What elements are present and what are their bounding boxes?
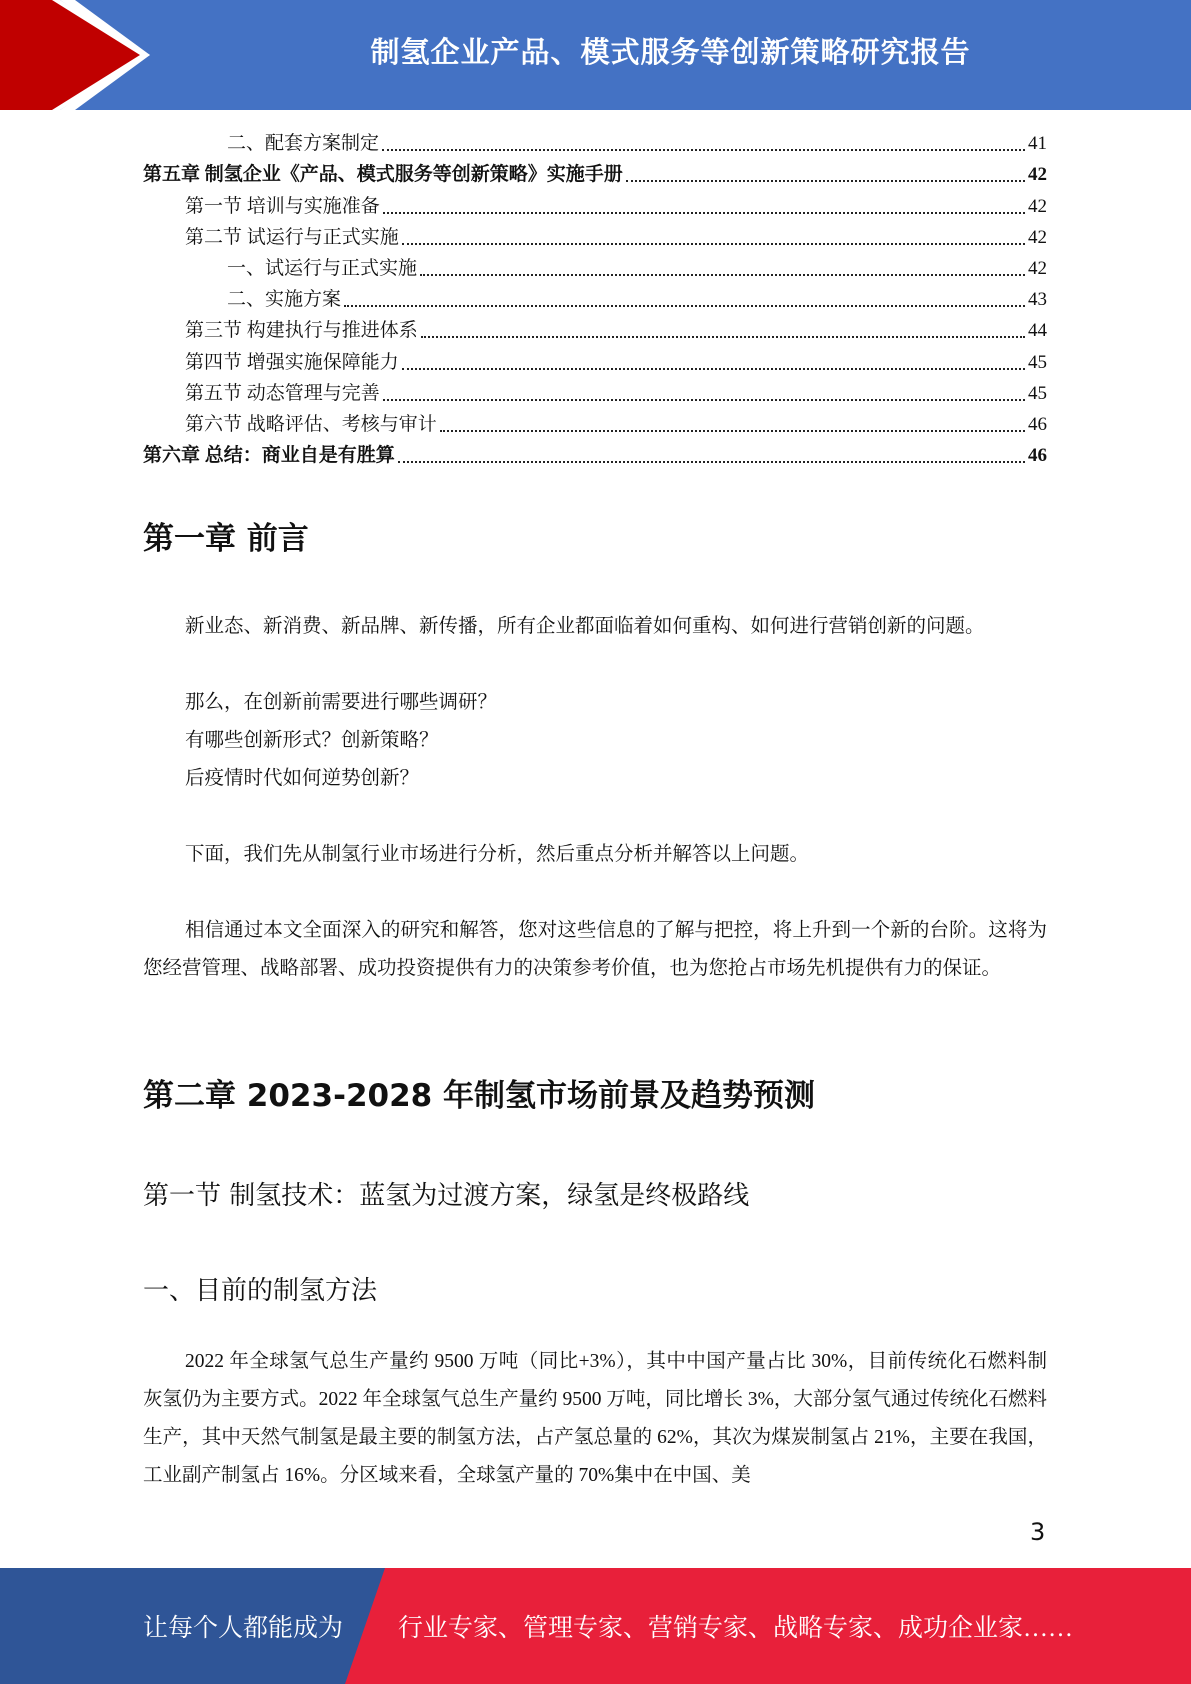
- chapter-1-title: 第一章 前言: [143, 521, 309, 557]
- toc-entry-page: 43: [1028, 289, 1047, 311]
- toc-entry[interactable]: [143, 190, 1047, 221]
- toc-entry-page: 42: [1028, 257, 1047, 279]
- toc-entry[interactable]: [143, 440, 1047, 471]
- toc-entry-label: 二、实施方案: [227, 289, 342, 311]
- toc-entry-page: 41: [1028, 133, 1047, 155]
- toc-leader-dots: [383, 211, 1025, 214]
- toc-entry-page: 42: [1028, 195, 1047, 217]
- chapter-2-title: 第二章 2023-2028 年制氢市场前景及趋势预测: [143, 1078, 816, 1114]
- toc-leader-dots: [402, 242, 1025, 245]
- page-footer: [0, 1568, 1191, 1684]
- toc-entry-page: 46: [1028, 445, 1047, 467]
- toc-leader-dots: [420, 273, 1025, 276]
- toc-entry-page: 45: [1028, 382, 1047, 404]
- footer-slogan: 让每个人都能成为: [143, 1615, 344, 1642]
- paragraph: 那么，在创新前需要进行哪些调研？: [185, 692, 498, 713]
- paragraph: 后疫情时代如何逆势创新？: [185, 768, 420, 789]
- toc-leader-dots: [383, 398, 1025, 401]
- toc-entry[interactable]: [143, 284, 1047, 315]
- toc-entry-label: 第五章 制氢企业《产品、模式服务等创新策略》实施手册: [143, 164, 623, 186]
- toc-entry-page: 45: [1028, 351, 1047, 373]
- paragraph: 新业态、新消费、新品牌、新传播，所有企业都面临着如何重构、如何进行营销创新的问题。: [185, 616, 985, 637]
- toc-entry[interactable]: [143, 346, 1047, 377]
- toc-leader-dots: [382, 148, 1025, 151]
- toc-leader-dots: [344, 304, 1025, 307]
- paragraph: 相信通过本文全面深入的研究和解答，您对这些信息的了解与把控，将上升到一个新的台阶。这将为您经营管理、战略部署、成功投资提供有力的决策参考价值，也为您抢占市场先机提供有力的保证。: [143, 920, 1047, 979]
- toc-entry-label: 二、配套方案制定: [227, 133, 380, 155]
- page-number: 3: [1030, 1518, 1046, 1546]
- toc-leader-dots: [398, 460, 1025, 463]
- toc-entry-label: 第四节 增强实施保障能力: [185, 351, 399, 373]
- paragraph: 下面，我们先从制氢行业市场进行分析，然后重点分析并解答以上问题。: [185, 844, 810, 865]
- toc-leader-dots: [402, 367, 1025, 370]
- toc-entry-page: 42: [1028, 226, 1047, 248]
- toc-entry-page: 42: [1028, 164, 1047, 186]
- toc-entry-label: 第六章 总结：商业自是有胜算: [143, 445, 395, 467]
- header-title: 制氢企业产品、模式服务等创新策略研究报告: [370, 34, 971, 69]
- toc-leader-dots: [626, 179, 1025, 182]
- toc-entry-page: 44: [1028, 320, 1047, 342]
- toc-leader-dots: [421, 335, 1025, 338]
- page-header: [0, 0, 1191, 110]
- toc-entry-label: 第六节 战略评估、考核与审计: [185, 413, 437, 435]
- toc-entry[interactable]: [143, 378, 1047, 409]
- toc-entry[interactable]: [143, 253, 1047, 284]
- paragraph: 有哪些创新形式？创新策略？: [185, 730, 439, 751]
- toc-entry-label: 第一节 培训与实施准备: [185, 195, 380, 217]
- toc-entry-label: 第五节 动态管理与完善: [185, 382, 380, 404]
- footer-roles: 行业专家、管理专家、营销专家、战略专家、成功企业家……: [398, 1615, 1074, 1642]
- toc-entry-label: 一、试运行与正式实施: [227, 257, 418, 279]
- toc-entry[interactable]: [143, 222, 1047, 253]
- toc-leader-dots: [440, 429, 1025, 432]
- toc-entry-label: 第二节 试运行与正式实施: [185, 226, 399, 248]
- toc-entry-page: 46: [1028, 413, 1047, 435]
- table-of-contents: [143, 128, 1047, 471]
- section-title: 第一节 制氢技术：蓝氢为过渡方案，绿氢是终极路线: [143, 1181, 750, 1211]
- toc-entry[interactable]: [143, 128, 1047, 159]
- paragraph: 2022 年全球氢气总生产量约 9500 万吨（同比+3%），其中中国产量占比 30%，目前传统化石燃料制灰氢仍为主要方式。2022 年全球氢气总生产量约 9500 万吨，同比增长 3%，大部分氢气通过传统化石燃料生产，其中天然气制氢是最主要的制氢方法，占产氢总量的 62%，其次为煤炭制氢占 21%，主要在我国，工业副产制氢占 16%。分区域来看，全球氢产量的 70%集中在中国、美: [143, 1351, 1047, 1486]
- subsection-title: 一、目前的制氢方法: [143, 1276, 378, 1306]
- toc-entry[interactable]: [143, 159, 1047, 190]
- toc-entry-label: 第三节 构建执行与推进体系: [185, 320, 418, 342]
- toc-entry[interactable]: [143, 315, 1047, 346]
- toc-entry[interactable]: [143, 409, 1047, 440]
